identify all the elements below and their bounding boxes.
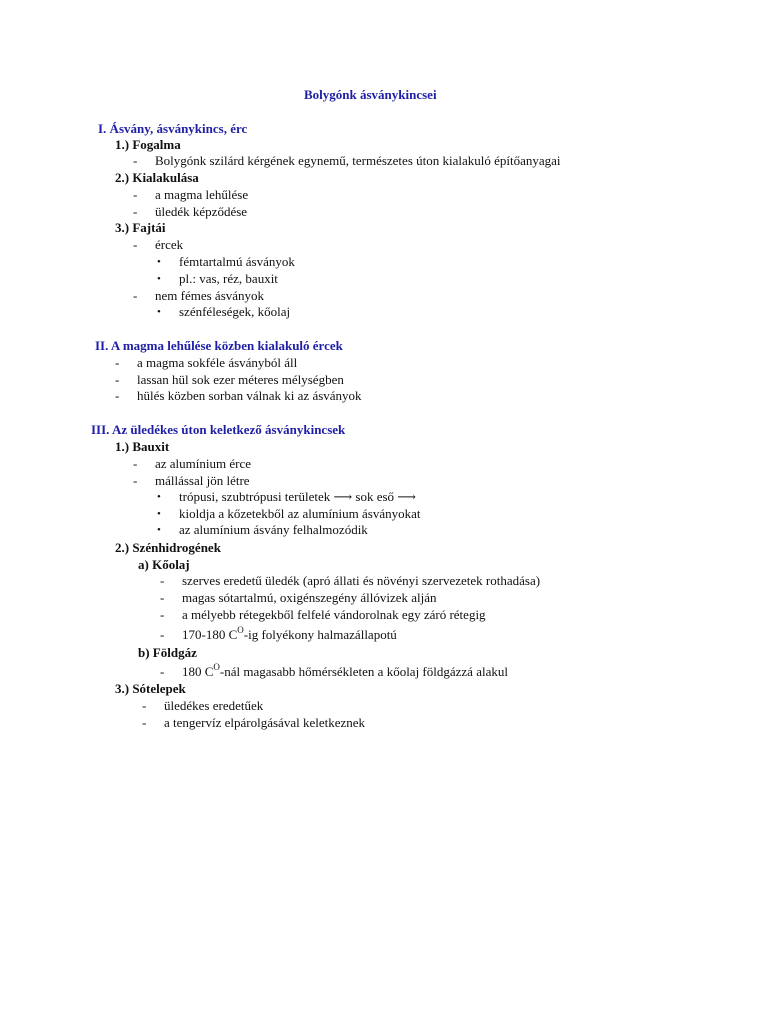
dash-marker: - [133,204,138,219]
dash-marker: - [160,607,165,622]
subheading-kialakulasa: 2.) Kialakulása [115,170,199,185]
dash-marker: - [133,187,138,202]
dash-marker: - [133,473,138,488]
dash-marker: - [133,288,138,303]
list-item: nem fémes ásványok [155,288,265,303]
list-item-with-superscript [182,661,508,680]
bullet-marker: • [157,256,161,268]
list-item: szerves eredetű üledék (apró állati és növényi szervezetek rothadása) [182,573,541,588]
dash-marker: - [115,372,120,387]
list-item: üledék képződése [155,204,248,219]
list-item: hülés közben sorban válnak ki az ásványok [137,388,362,403]
list-item: kioldja a kőzetekből az alumínium ásványokat [179,506,421,521]
section-heading-1: I. Ásvány, ásványkincs, érc [98,121,248,136]
list-item: szénféleségek, kőolaj [179,304,291,319]
subheading-bauxit: 1.) Bauxit [115,439,170,454]
dash-marker: - [133,153,138,168]
dash-marker: - [142,715,147,730]
subheading-sotelepek: 3.) Sótelepek [115,681,186,696]
list-item: az alumínium ásvány felhalmozódik [179,522,368,537]
bullet-marker: • [157,306,161,318]
list-item: magas sótartalmú, oxigénszegény állóvizek alján [182,590,437,605]
text-fragment: 170-180 C [182,627,238,642]
dash-marker: - [133,237,138,252]
section-heading-2: II. A magma lehűlése közben kialakuló ércek [95,338,343,353]
bullet-marker: • [157,508,161,520]
dash-marker: - [142,698,147,713]
dash-marker: - [160,573,165,588]
section-heading-3: III. Az üledékes úton keletkező ásványkincsek [91,422,346,437]
bullet-marker: • [157,491,161,503]
page-title: Bolygónk ásványkincsei [304,87,437,102]
list-item: ércek [155,237,184,252]
list-item: a tengervíz elpárolgásával keletkeznek [164,715,366,730]
subheading-koolaj: a) Kőolaj [138,557,190,572]
superscript: O [237,624,244,635]
dash-marker: - [160,590,165,605]
list-item: Bolygónk szilárd kérgének egynemű, természetes úton kialakuló építőanyagai [155,153,561,168]
dash-marker: - [115,388,120,403]
subheading-fajtai: 3.) Fajtái [115,220,166,235]
list-item: üledékes eredetűek [164,698,264,713]
list-item: a magma sokféle ásványból áll [137,355,298,370]
list-item: mállással jön létre [155,473,250,488]
bullet-marker: • [157,273,161,285]
list-item: a magma lehűlése [155,187,249,202]
subheading-foldgaz: b) Földgáz [138,645,197,660]
superscript: O [213,661,220,672]
dash-marker: - [160,627,165,642]
list-item: fémtartalmú ásványok [179,254,295,269]
list-item: a mélyebb rétegekből felfelé vándorolnak egy záró rétegig [182,607,486,622]
list-item-with-superscript [182,624,397,643]
list-item: lassan hül sok ezer méteres mélységben [137,372,344,387]
subheading-fogalma: 1.) Fogalma [115,137,181,152]
dash-marker: - [160,664,165,679]
subheading-szenhidrogenek: 2.) Szénhidrogének [115,540,221,555]
list-item: trópusi, szubtrópusi területek ⟶ sok eső ⟶ [179,489,416,504]
dash-marker: - [133,456,138,471]
text-fragment: 180 C [182,664,214,679]
list-item: pl.: vas, réz, bauxit [179,271,278,286]
text-fragment: -ig folyékony halmazállapotú [243,627,397,642]
bullet-marker: • [157,524,161,536]
dash-marker: - [115,355,120,370]
list-item: az alumínium érce [155,456,252,471]
text-fragment: -nál magasabb hőmérsékleten a kőolaj földgázzá alakul [219,664,508,679]
